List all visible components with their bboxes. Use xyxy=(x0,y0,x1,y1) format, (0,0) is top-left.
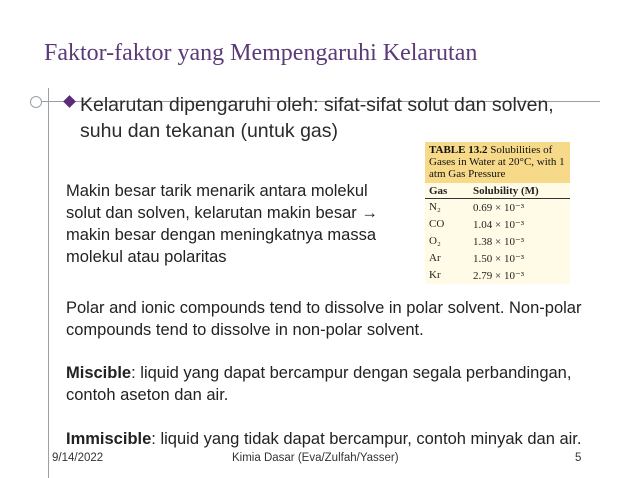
cell-gas: CO xyxy=(429,218,445,230)
footer-page-number: 5 xyxy=(575,452,582,464)
table-column-headers xyxy=(425,183,570,199)
table-caption: Solubilities of Gases in Water at 20°C, with 1 atm Gas Pressure xyxy=(429,144,565,180)
cell-solubility: 1.50 × 10⁻³ xyxy=(473,253,525,265)
table-row xyxy=(425,267,570,284)
decorative-rule-vertical xyxy=(48,88,49,478)
cell-gas: Ar xyxy=(429,252,441,264)
main-bullet-text: Kelarutan dipengaruhi oleh: sifat-sifat solut dan solven, suhu dan tekanan (untuk gas) xyxy=(80,94,554,142)
definition-immiscible: : liquid yang tidak dapat bercampur, contoh minyak dan air. xyxy=(151,430,582,448)
paragraph-miscible xyxy=(66,362,586,406)
slide-title: Faktor-faktor yang Mempengaruhi Kelarutan xyxy=(44,40,478,66)
cell-solubility: 1.38 × 10⁻³ xyxy=(473,236,525,248)
table-row xyxy=(425,233,570,250)
table-label: TABLE 13.2 xyxy=(429,144,488,156)
table-row xyxy=(425,199,570,216)
table-row xyxy=(425,250,570,267)
table-row xyxy=(425,216,570,233)
cell-gas: N₂ xyxy=(429,201,441,213)
column-header-solubility: Solubility (M) xyxy=(473,185,539,197)
column-header-gas: Gas xyxy=(429,185,448,197)
diamond-bullet-icon xyxy=(63,95,76,108)
cell-solubility: 0.69 × 10⁻³ xyxy=(473,202,525,214)
paragraph-immiscible xyxy=(66,428,596,450)
cell-gas: O₂ xyxy=(429,235,441,247)
term-immiscible: Immiscible xyxy=(66,430,152,448)
cell-solubility: 2.79 × 10⁻³ xyxy=(473,270,525,282)
solubility-table xyxy=(425,142,570,284)
table-header xyxy=(425,142,570,183)
definition-miscible: : liquid yang dapat bercampur dengan segala perbandingan, contoh aseton dan air. xyxy=(66,364,572,404)
decorative-circle-icon xyxy=(30,96,42,108)
cell-solubility: 1.04 × 10⁻³ xyxy=(473,219,525,231)
cell-gas: Kr xyxy=(429,269,441,281)
footer-date: 9/14/2022 xyxy=(52,452,104,464)
paragraph-attraction: Makin besar tarik menarik antara molekul solut dan solven, kelarutan makin besar → makin besar dengan meningkatnya massa molekul atau polaritas xyxy=(66,182,378,266)
paragraph-polarity: Polar and ionic compounds tend to dissolve in polar solvent. Non-polar compounds tend to dissolve in non-polar solvent. xyxy=(66,299,582,339)
term-miscible: Miscible xyxy=(66,364,132,382)
footer-course: Kimia Dasar (Eva/Zulfah/Yasser) xyxy=(232,452,399,464)
